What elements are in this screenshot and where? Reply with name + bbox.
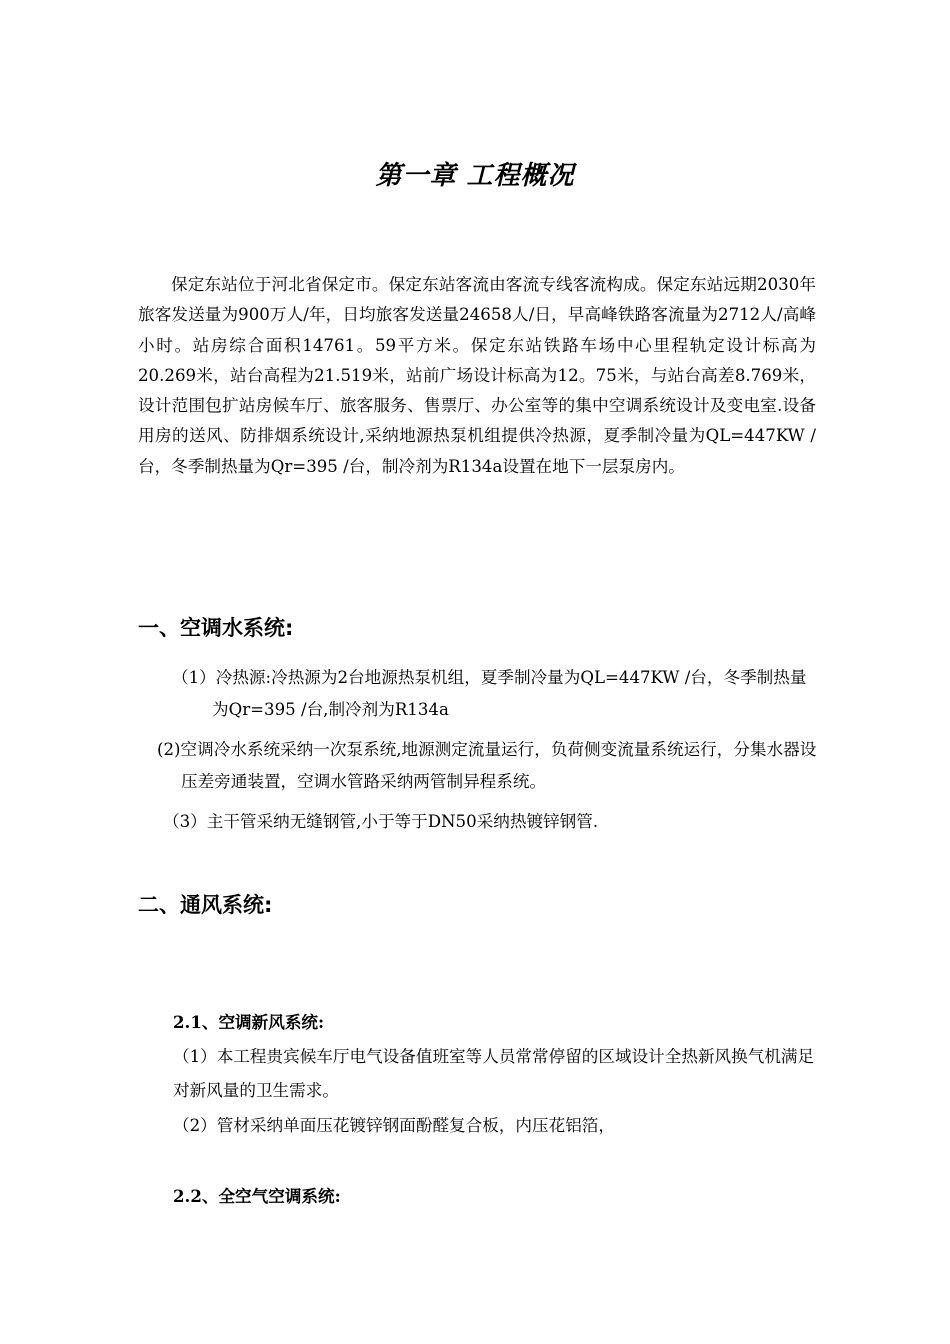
intro-paragraph: 保定东站位于河北省保定市。保定东站客流由客流专线客流构成。保定东站远期2030年旅客发送量为900万人/年，日均旅客发送量24658人/日，早高峰铁路客流量为2712人/高峰小时。站房综合面积14761。59平方米。保定东站铁路车场中心里程轨定设计标高为20.269米，站台高程为21.519米，站前广场设计标高为12。75米，与站台高差8.769米，设计范围包扩站房候车厅、旅客服务、售票厅、办公室等的集中空调系统设计及变电室.设备用房的送风、防排烟系统设计,采纳地源热泵机组提供冷热源，夏季制冷量为QL=447KW /台，冬季制热量为Qr=395 /台，制冷剂为R134a设置在地下一层泵房内。 [138,275,816,476]
list-item: (2)空调冷水系统采纳一次泵系统,地源测定流量运行，负荷侧变流量系统运行，分集水器设压差旁通装置，空调水管路采纳两管制异程系统。 [157,740,817,791]
list-item: （1）本工程贵宾候车厅电气设备值班室等人员常常停留的区域设计全热新风换气机满足对新风量的卫生需求。 [173,1047,815,1100]
section-heading-ventilation-system: 二、通风系统: [138,893,273,917]
list-item: （3）主干管采纳无缝钢管,小于等于DN50采纳热镀锌钢管. [163,812,599,831]
section-heading-water-system: 一、空调水系统: [138,616,294,640]
subsection-heading-fresh-air: 2.1、空调新风系统: [173,1012,325,1032]
subsection-heading-all-air: 2.2、全空气空调系统: [173,1186,341,1206]
list-item: （2）管材采纳单面压花镀锌钢面酚醛复合板，内压花铝箔， [173,1116,615,1135]
list-item: （1）冷热源:冷热源为2台地源热泵机组，夏季制冷量为QL=447KW /台，冬季制热量为Qr=395 /台,制冷剂为R134a [172,668,807,719]
chapter-title: 第一章 工程概况 [375,161,575,191]
